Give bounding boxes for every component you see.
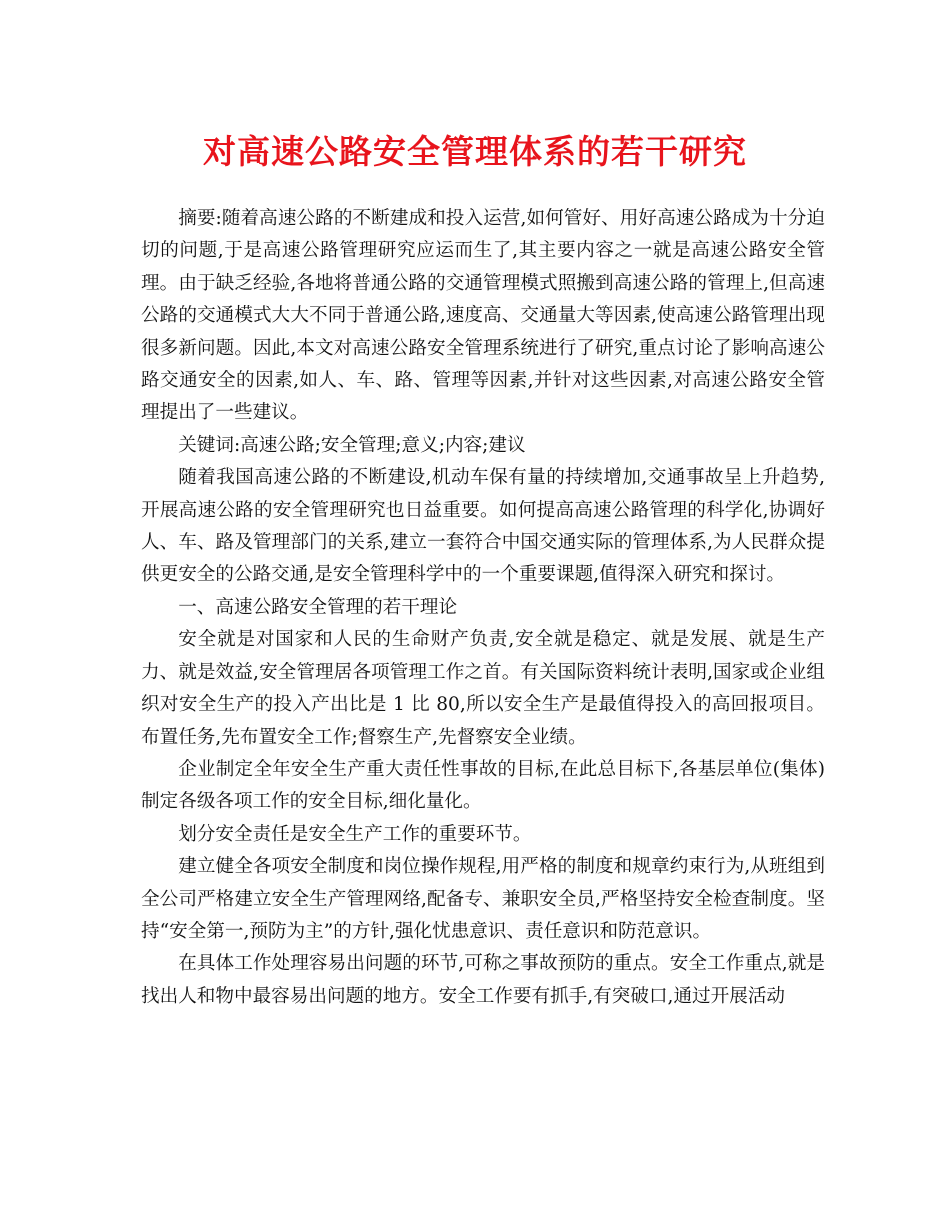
body-paragraph: 划分安全责任是安全生产工作的重要环节。 [178, 823, 532, 845]
body-paragraph: 在具体工作处理容易出问题的环节,可称之事故预防的重点。安全工作重点,就是找出人和物中最容易出问题的地方。安全工作要有抓手,有突破口,通过开展活动 [141, 953, 825, 1007]
document-body [141, 203, 825, 1013]
document-title: 对高速公路安全管理体系的若干研究 [203, 132, 747, 171]
body-paragraph: 建立健全各项安全制度和岗位操作规程,用严格的制度和规章约束行为,从班组到全公司严格建立安全生产管理网络,配备专、兼职安全员,严格坚持安全检查制度。坚持“安全第一,预防为主”的方针,强化忧患意识、责任意识和防范意识。 [141, 856, 825, 942]
intro-paragraph: 随着我国高速公路的不断建设,机动车保有量的持续增加,交通事故呈上升趋势,开展高速公路的安全管理研究也日益重要。如何提高高速公路管理的科学化,协调好人、车、路及管理部门的关系,建立一套符合中国交通实际的管理体系,为人民群众提供更安全的公路交通,是安全管理科学中的一个重要课题,值得深入研究和探讨。 [141, 467, 825, 586]
body-paragraph: 企业制定全年安全生产重大责任性事故的目标,在此总目标下,各基层单位(集体)制定各级各项工作的安全目标,细化量化。 [141, 758, 825, 813]
abstract-paragraph: 摘要:随着高速公路的不断建成和投入运营,如何管好、用好高速公路成为十分迫切的问题,于是高速公路管理研究应运而生了,其主要内容之一就是高速公路安全管理。由于缺乏经验,各地将普通公路的交通管理模式照搬到高速公路的管理上,但高速公路的交通模式大大不同于普通公路,速度高、交通量大等因素,使高速公路管理出现很多新问题。因此,本文对高速公路安全管理系统进行了研究,重点讨论了影响高速公路交通安全的因素,如人、车、路、管理等因素,并针对这些因素,对高速公路安全管理提出了一些建议。 [141, 208, 825, 424]
section-heading: 一、高速公路安全管理的若干理论 [178, 596, 458, 618]
body-paragraph: 安全就是对国家和人民的生命财产负责,安全就是稳定、就是发展、就是生产力、就是效益,安全管理居各项管理工作之首。有关国际资料统计表明,国家或企业组织对安全生产的投入产出比是 1 比 80,所以安全生产是最值得投入的高回报项目。布置任务,先布置安全工作;督察生产,先督察安全业绩。 [141, 629, 825, 748]
keywords-paragraph: 关键词:高速公路;安全管理;意义;内容;建议 [178, 434, 526, 456]
